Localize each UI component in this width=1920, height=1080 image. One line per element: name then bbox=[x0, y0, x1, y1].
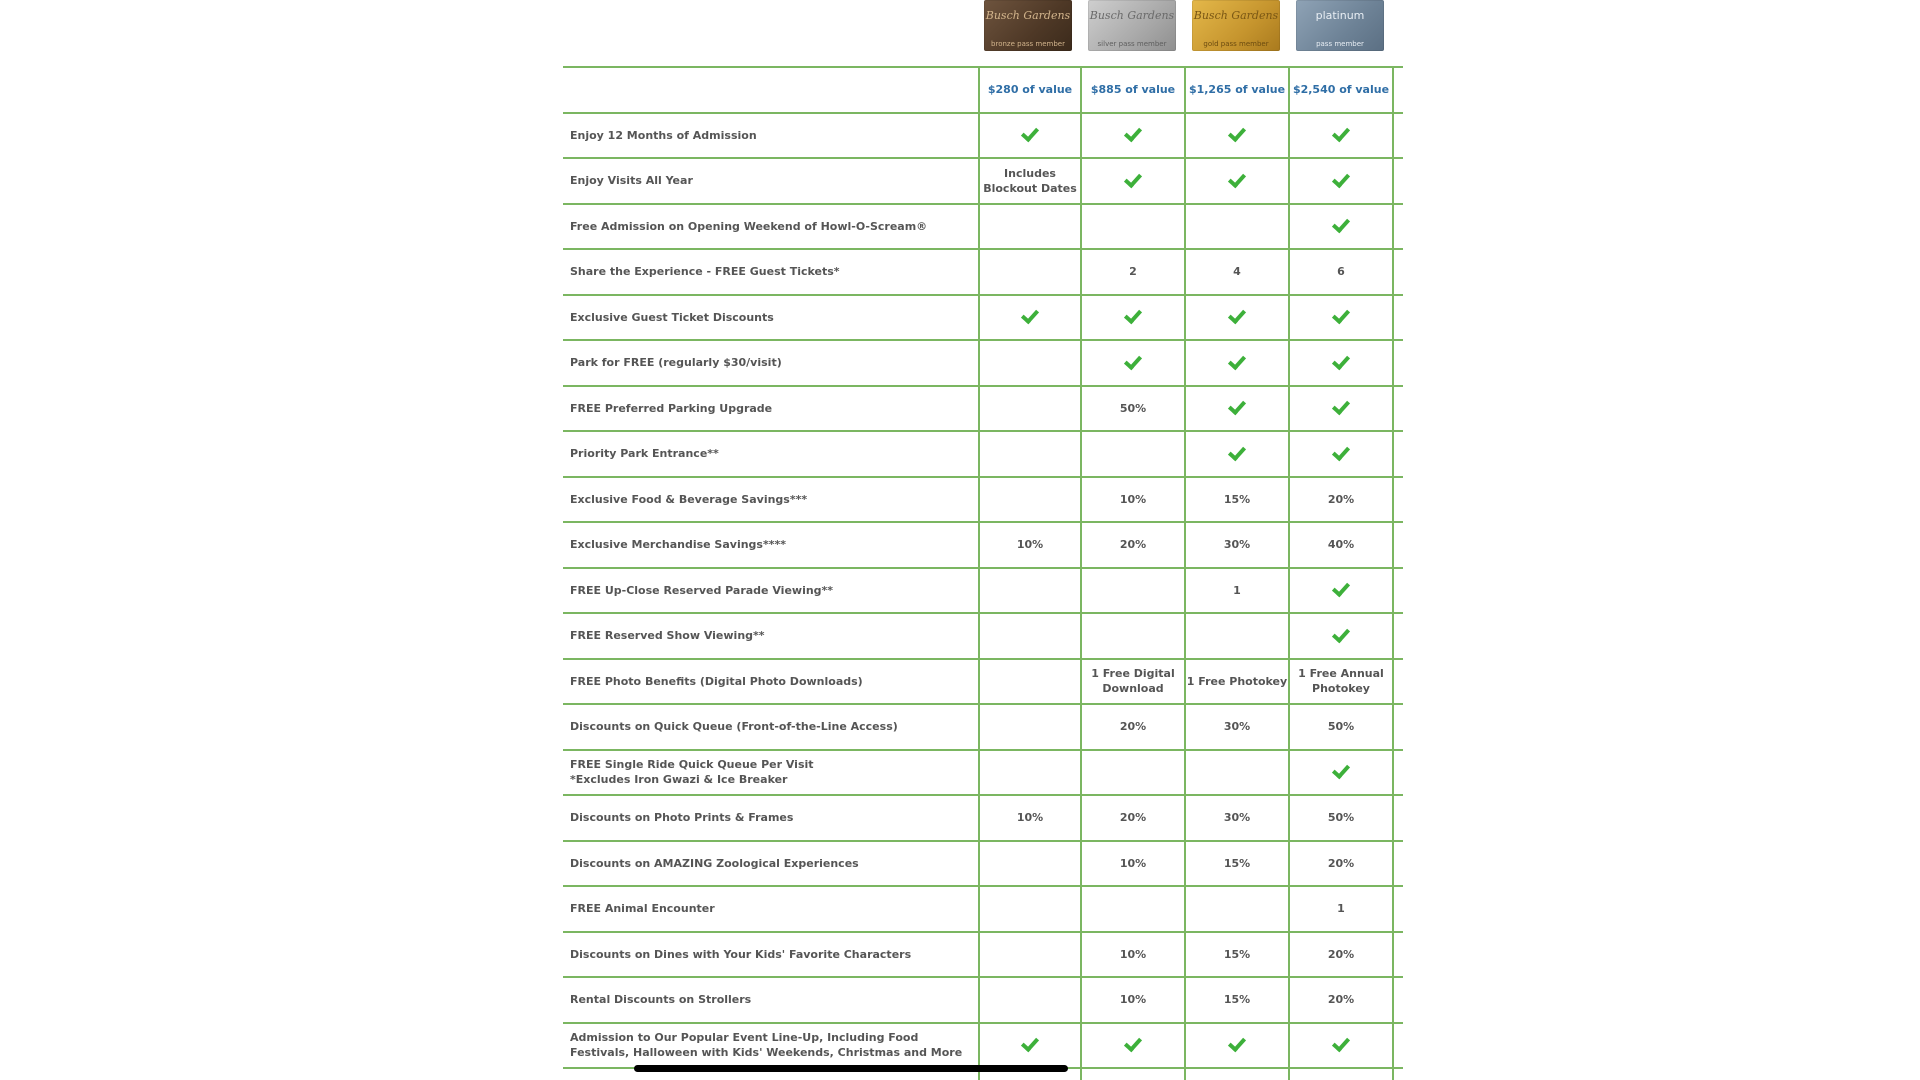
benefit-label: Enjoy 12 Months of Admission bbox=[570, 128, 757, 142]
benefit-cell: 1 Free Annual Photokey bbox=[1290, 660, 1394, 704]
benefit-cell bbox=[978, 114, 1082, 158]
card-logo: Busch Gardens bbox=[985, 9, 1071, 22]
benefit-cell: 20% bbox=[1290, 933, 1394, 977]
checkmark-icon bbox=[1332, 761, 1350, 780]
benefit-cell bbox=[1290, 569, 1394, 613]
benefit-cell: 15% bbox=[1186, 978, 1290, 1022]
checkmark-icon bbox=[1332, 306, 1350, 325]
benefit-label: Discounts on Photo Prints & Frames bbox=[570, 811, 794, 825]
benefit-label: Enjoy Visits All Year bbox=[570, 174, 693, 188]
checkmark-icon bbox=[1332, 442, 1350, 461]
benefit-row bbox=[563, 112, 1403, 158]
benefit-row bbox=[563, 385, 1403, 431]
pass-comparison-table bbox=[563, 0, 1403, 1080]
benefit-cell: 30% bbox=[1186, 705, 1290, 749]
benefit-cell bbox=[1186, 296, 1290, 340]
benefit-cell bbox=[1186, 432, 1290, 476]
benefit-label: FREE Photo Benefits (Digital Photo Downloads) bbox=[570, 674, 863, 688]
benefit-row bbox=[563, 521, 1403, 567]
benefit-label: Share the Experience - FREE Guest Tickets* bbox=[570, 265, 840, 279]
checkmark-icon bbox=[1332, 169, 1350, 188]
benefit-row bbox=[563, 157, 1403, 203]
card-label: pass member bbox=[1316, 40, 1364, 48]
benefit-cell: 1 bbox=[1186, 569, 1290, 613]
benefit-row bbox=[563, 476, 1403, 522]
benefit-cell bbox=[978, 978, 1082, 1022]
benefit-cell: 10% bbox=[978, 796, 1082, 840]
benefit-cell: 6 bbox=[1290, 250, 1394, 294]
benefit-label: Exclusive Guest Ticket Discounts bbox=[570, 310, 774, 324]
benefit-label: FREE Up-Close Reserved Parade Viewing** bbox=[570, 583, 834, 597]
checkmark-icon bbox=[1228, 306, 1246, 325]
benefit-label: Discounts on AMAZING Zoological Experiences bbox=[570, 856, 859, 870]
benefit-cell bbox=[1082, 114, 1186, 158]
benefit-cell bbox=[1290, 1024, 1394, 1068]
benefit-row bbox=[563, 658, 1403, 704]
checkmark-icon bbox=[1228, 169, 1246, 188]
benefit-row bbox=[563, 339, 1403, 385]
benefit-cell: 30% bbox=[1186, 523, 1290, 567]
benefit-cell bbox=[1186, 387, 1290, 431]
benefit-cell bbox=[978, 205, 1082, 249]
benefit-label: Rental Discounts on Strollers bbox=[570, 993, 752, 1007]
benefit-cell bbox=[1186, 887, 1290, 931]
benefit-cell bbox=[1186, 159, 1290, 203]
card-logo: platinum bbox=[1315, 9, 1365, 22]
benefit-cell bbox=[1290, 1069, 1394, 1080]
home-indicator[interactable] bbox=[634, 1065, 1068, 1072]
checkmark-icon bbox=[1332, 351, 1350, 370]
benefit-cell bbox=[978, 1024, 1082, 1068]
benefit-cell: Includes Blockout Dates bbox=[978, 159, 1082, 203]
benefit-cell: 20% bbox=[1082, 523, 1186, 567]
benefit-cell bbox=[1082, 751, 1186, 795]
benefit-cell bbox=[978, 751, 1082, 795]
benefit-cell: 10% bbox=[1082, 842, 1186, 886]
benefit-row bbox=[563, 794, 1403, 840]
benefit-cell: 10% bbox=[1082, 933, 1186, 977]
benefit-cell bbox=[1186, 751, 1290, 795]
checkmark-icon bbox=[1228, 442, 1246, 461]
checkmark-icon bbox=[1124, 124, 1142, 143]
benefit-cell bbox=[1082, 341, 1186, 385]
benefit-cell: 10% bbox=[1082, 478, 1186, 522]
benefit-label: FREE Reserved Show Viewing** bbox=[570, 629, 765, 643]
card-logo: Busch Gardens bbox=[1089, 9, 1175, 22]
benefit-cell: 20% bbox=[1290, 478, 1394, 522]
benefit-row bbox=[563, 931, 1403, 977]
checkmark-icon bbox=[1228, 351, 1246, 370]
benefit-cell bbox=[1082, 569, 1186, 613]
benefit-cell bbox=[978, 660, 1082, 704]
benefit-cell bbox=[978, 478, 1082, 522]
checkmark-icon bbox=[1124, 1034, 1142, 1053]
benefit-cell: 50% bbox=[1290, 796, 1394, 840]
benefit-cell bbox=[1082, 1024, 1186, 1068]
benefit-label: Park for FREE (regularly $30/visit) bbox=[570, 356, 782, 370]
benefit-cell bbox=[1082, 887, 1186, 931]
benefit-cell bbox=[1290, 114, 1394, 158]
benefit-label: Free Admission on Opening Weekend of Howl-O-Scream® bbox=[570, 219, 928, 233]
benefit-cell bbox=[1186, 1024, 1290, 1068]
benefit-cell bbox=[978, 250, 1082, 294]
benefit-cell bbox=[1186, 614, 1290, 658]
benefit-label: Exclusive Merchandise Savings**** bbox=[570, 538, 786, 552]
benefit-cell bbox=[978, 569, 1082, 613]
checkmark-icon bbox=[1124, 306, 1142, 325]
checkmark-icon bbox=[1332, 624, 1350, 643]
benefit-label: FREE Animal Encounter bbox=[570, 902, 715, 916]
benefit-cell: 40% bbox=[1290, 523, 1394, 567]
benefit-cell: 50% bbox=[1290, 705, 1394, 749]
value-cell: $2,540 of value bbox=[1290, 68, 1394, 112]
benefit-label: Admission to Our Popular Event Line-Up, Including Food Festivals, Halloween with Kids' Weekends, Christmas and More bbox=[570, 1031, 963, 1060]
checkmark-icon bbox=[1332, 397, 1350, 416]
benefit-row bbox=[563, 840, 1403, 886]
benefit-cell: 1 Free Photokey bbox=[1186, 660, 1290, 704]
benefit-cell bbox=[1290, 296, 1394, 340]
benefit-cell bbox=[978, 432, 1082, 476]
benefit-cell bbox=[1290, 387, 1394, 431]
card-label: bronze pass member bbox=[991, 40, 1065, 48]
benefit-cell bbox=[1186, 114, 1290, 158]
benefit-cell: 10% bbox=[978, 523, 1082, 567]
benefit-cell: 2 bbox=[1082, 250, 1186, 294]
checkmark-icon bbox=[1332, 215, 1350, 234]
benefit-cell bbox=[1082, 432, 1186, 476]
benefit-label: Exclusive Food & Beverage Savings*** bbox=[570, 492, 808, 506]
benefit-cell bbox=[1290, 159, 1394, 203]
benefit-cell bbox=[978, 933, 1082, 977]
checkmark-icon bbox=[1332, 1034, 1350, 1053]
checkmark-icon bbox=[1021, 306, 1039, 325]
pass-cards-header bbox=[563, 0, 1403, 66]
benefit-cell bbox=[1082, 159, 1186, 203]
benefit-row bbox=[563, 294, 1403, 340]
benefit-cell bbox=[1082, 205, 1186, 249]
benefit-cell: 15% bbox=[1186, 478, 1290, 522]
benefit-row bbox=[563, 976, 1403, 1022]
value-cell: $885 of value bbox=[1082, 68, 1186, 112]
benefit-cell bbox=[1186, 341, 1290, 385]
benefit-row bbox=[563, 749, 1403, 795]
benefit-cell bbox=[978, 296, 1082, 340]
benefit-cell bbox=[978, 887, 1082, 931]
checkmark-icon bbox=[1124, 169, 1142, 188]
benefit-row bbox=[563, 567, 1403, 613]
benefits-rows bbox=[563, 66, 1403, 1080]
benefit-cell: 1 Free Digital Download bbox=[1082, 660, 1186, 704]
checkmark-icon bbox=[1228, 124, 1246, 143]
benefit-cell bbox=[978, 842, 1082, 886]
checkmark-icon bbox=[1228, 397, 1246, 416]
card-label: silver pass member bbox=[1097, 40, 1167, 48]
benefit-cell bbox=[978, 387, 1082, 431]
benefit-cell: 20% bbox=[1082, 705, 1186, 749]
checkmark-icon bbox=[1332, 579, 1350, 598]
benefit-cell: 1 bbox=[1290, 887, 1394, 931]
value-cell: $280 of value bbox=[978, 68, 1082, 112]
benefit-label: Priority Park Entrance** bbox=[570, 447, 719, 461]
benefit-row bbox=[563, 430, 1403, 476]
benefit-row bbox=[563, 1022, 1403, 1068]
row-label bbox=[563, 68, 978, 112]
platinum-pass-card bbox=[1296, 0, 1384, 51]
benefit-cell: 4 bbox=[1186, 250, 1290, 294]
value-cell: $1,265 of value bbox=[1186, 68, 1290, 112]
benefit-cell bbox=[1290, 614, 1394, 658]
benefit-cell bbox=[1290, 341, 1394, 385]
checkmark-icon bbox=[1021, 124, 1039, 143]
benefit-row bbox=[563, 885, 1403, 931]
benefit-cell: 15% bbox=[1186, 842, 1290, 886]
benefit-cell bbox=[1290, 432, 1394, 476]
card-label: gold pass member bbox=[1203, 40, 1269, 48]
card-logo: Busch Gardens bbox=[1193, 9, 1279, 22]
bronze-pass-card bbox=[984, 0, 1072, 51]
benefit-cell bbox=[1186, 1069, 1290, 1080]
benefit-cell bbox=[978, 705, 1082, 749]
checkmark-icon bbox=[1228, 1034, 1246, 1053]
checkmark-icon bbox=[1332, 124, 1350, 143]
benefit-cell bbox=[1082, 1069, 1186, 1080]
benefit-cell: 20% bbox=[1290, 842, 1394, 886]
benefit-label: Discounts on Dines with Your Kids' Favorite Characters bbox=[570, 947, 912, 961]
benefit-cell: 50% bbox=[1082, 387, 1186, 431]
benefit-cell bbox=[1290, 751, 1394, 795]
benefit-cell: 20% bbox=[1290, 978, 1394, 1022]
checkmark-icon bbox=[1021, 1034, 1039, 1053]
benefit-cell: 10% bbox=[1082, 978, 1186, 1022]
benefit-row bbox=[563, 612, 1403, 658]
benefit-row bbox=[563, 203, 1403, 249]
value-row bbox=[563, 66, 1403, 112]
benefit-cell bbox=[1290, 205, 1394, 249]
benefit-label: FREE Single Ride Quick Queue Per Visit *Excludes Iron Gwazi & Ice Breaker bbox=[570, 758, 814, 787]
benefit-cell: 30% bbox=[1186, 796, 1290, 840]
benefit-row bbox=[563, 703, 1403, 749]
benefit-cell bbox=[1082, 614, 1186, 658]
benefit-cell bbox=[978, 341, 1082, 385]
benefit-row bbox=[563, 248, 1403, 294]
benefit-label: FREE Preferred Parking Upgrade bbox=[570, 401, 773, 415]
benefit-cell: 20% bbox=[1082, 796, 1186, 840]
checkmark-icon bbox=[1124, 351, 1142, 370]
benefit-label: Discounts on Quick Queue (Front-of-the-Line Access) bbox=[570, 720, 898, 734]
silver-pass-card bbox=[1088, 0, 1176, 51]
benefit-cell bbox=[1082, 296, 1186, 340]
gold-pass-card bbox=[1192, 0, 1280, 51]
benefit-cell bbox=[1186, 205, 1290, 249]
benefit-cell: 15% bbox=[1186, 933, 1290, 977]
benefit-cell bbox=[978, 614, 1082, 658]
